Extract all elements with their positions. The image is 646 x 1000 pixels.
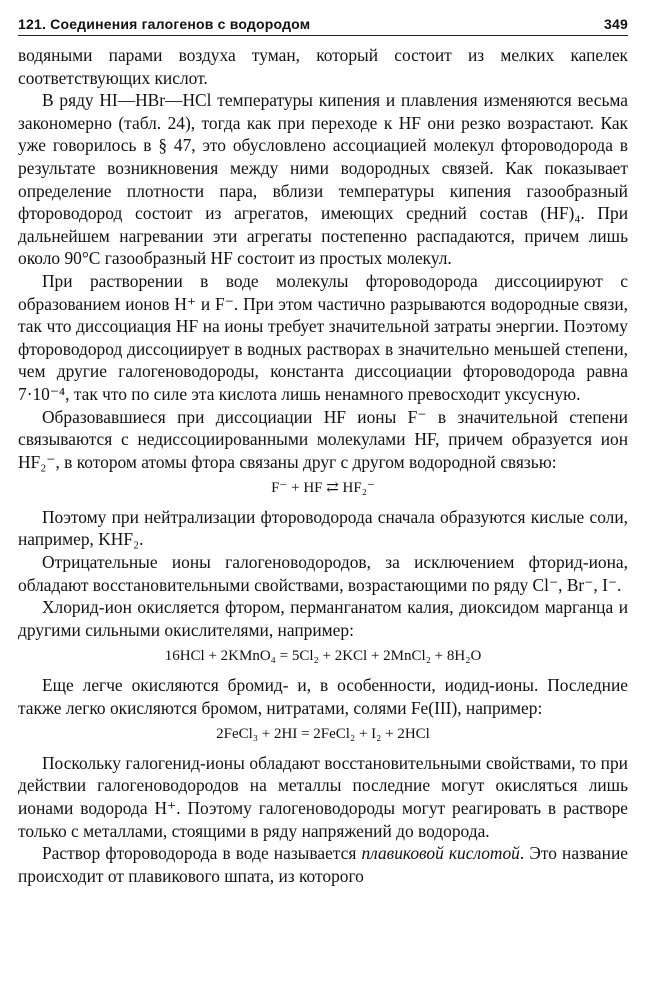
paragraph-text: . Это название происходит от плавикового шпата, из которого (18, 843, 628, 886)
body-text (18, 44, 628, 887)
section-title: 121. Соединения галогенов с водородом (18, 16, 311, 32)
paragraph: При растворении в воде молекулы фтороводорода диссоциируют с образованием ионов H⁺ и F⁻. При этом частично разрываются водородные связи, так что диссоциация HF на ионы требует значительной затраты энергии. Поэтому фтороводород диссоциирует в водных растворах в значительно меньшей степени, чем другие галогеноводороды, константа диссоциации фтороводорода равна 7·10⁻⁴, так что по силе эта кислота лишь ненамного превосходит уксусную. (18, 270, 628, 404)
paragraph (18, 842, 628, 887)
paragraph: Поскольку галогенид-ионы обладают восстановительными свойствами, то при действии галогеноводородов на металлы последние могут окисляться лишь ионами водорода H⁺. Поэтому галогеноводороды могут реагировать в растворе только с металлами, стоящими в ряду напряжений до водорода. (18, 752, 628, 841)
term-italic: плавиковой кислотой (361, 843, 520, 864)
paragraph: Отрицательные ионы галогеноводородов, за исключением фторид-иона, обладают восстановительными свойствами, возрастающими по ряду Cl⁻, Br⁻, I⁻. (18, 552, 628, 595)
paragraph: Еще легче окисляются бромид- и, в особенности, иодид-ионы. Последние также легко окисляются бромом, нитратами, солями Fe(III), например: (18, 675, 628, 718)
book-page (18, 16, 628, 887)
paragraph: В ряду HI—HBr—HCl температуры кипения и плавления изменяются весьма закономерно (табл. 24), тогда как при переходе к HF они резко возрастают. Как уже говорилось в § 47, это обусловлено ассоциацией молекул фтороводорода в результате возникновения между ними водородных связей. Как показывает определение плотности пара, вблизи температуры кипения газообразный фтороводород состоит из агрегатов, имеющих средний состав (HF)₄. При дальнейшем нагревании эти агрегаты постепенно распадаются, причем лишь около 90°C газообразный HF состоит из простых молекул. (18, 90, 628, 269)
paragraph: Поэтому при нейтрализации фтороводорода сначала образуются кислые соли, например, KHF₂. (18, 506, 628, 550)
paragraph: Хлорид-ион окисляется фтором, перманганатом калия, диоксидом марганца и другими сильными окислителями, например: (18, 597, 628, 640)
paragraph: Образовавшиеся при диссоциации HF ионы F⁻ в значительной степени связываются с недиссоциированными молекулами HF, причем образуется ион HF₂⁻, в котором атомы фтора связаны друг с другом водородной связью: (18, 406, 628, 472)
paragraph: водяными парами воздуха туман, который состоит из мелких капелек соответствующих кислот. (18, 45, 628, 88)
page-number: 349 (604, 16, 628, 32)
running-head (18, 16, 628, 36)
equation: 16HCl + 2KMnO₄ = 5Cl₂ + 2KCl + 2MnCl₂ + 8H₂O (164, 648, 482, 665)
equation: 2FeCl₃ + 2HI = 2FeCl₂ + I₂ + 2HCl (216, 726, 430, 743)
equation: F⁻ + HF ⇄ HF₂⁻ (271, 480, 375, 497)
paragraph-text: Раствор фтороводорода в воде называется (42, 843, 362, 864)
